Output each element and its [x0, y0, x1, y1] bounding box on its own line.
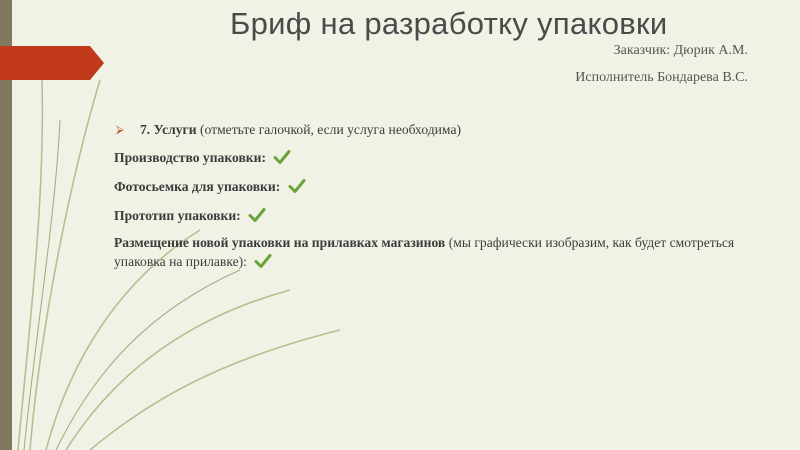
- service-label: Фотосьемка для упаковки:: [114, 178, 281, 194]
- red-accent-tab: [0, 46, 104, 80]
- service-item: [114, 177, 754, 196]
- executor-line: Исполнитель Бондарева В.С.: [575, 70, 748, 85]
- section-number: 7. Услуги: [140, 122, 197, 137]
- service-label: Прототип упаковки:: [114, 207, 241, 223]
- green-checkmark-icon: [273, 148, 291, 166]
- green-checkmark-icon: [288, 177, 306, 195]
- service-item: [114, 148, 754, 167]
- services-content: [114, 122, 754, 281]
- page-title: Бриф на разработку упаковки: [230, 6, 668, 41]
- section-heading: [114, 122, 754, 139]
- client-line: Заказчик: Дюрик А.М.: [613, 43, 748, 58]
- green-checkmark-icon: [248, 206, 266, 224]
- section-note: (отметьте галочкой, если услуга необходима): [199, 122, 462, 137]
- service-item: [114, 206, 754, 225]
- bullet-arrow-icon: ⮚: [116, 123, 124, 136]
- service-label: Производство упаковки:: [114, 149, 266, 165]
- green-checkmark-icon: [254, 252, 272, 270]
- service-note: (мы графически изобразим, как будет смотреться упаковка на прилавке):: [114, 234, 735, 269]
- service-item: [114, 235, 754, 271]
- service-label: Размещение новой упаковки на прилавках магазинов: [114, 234, 446, 250]
